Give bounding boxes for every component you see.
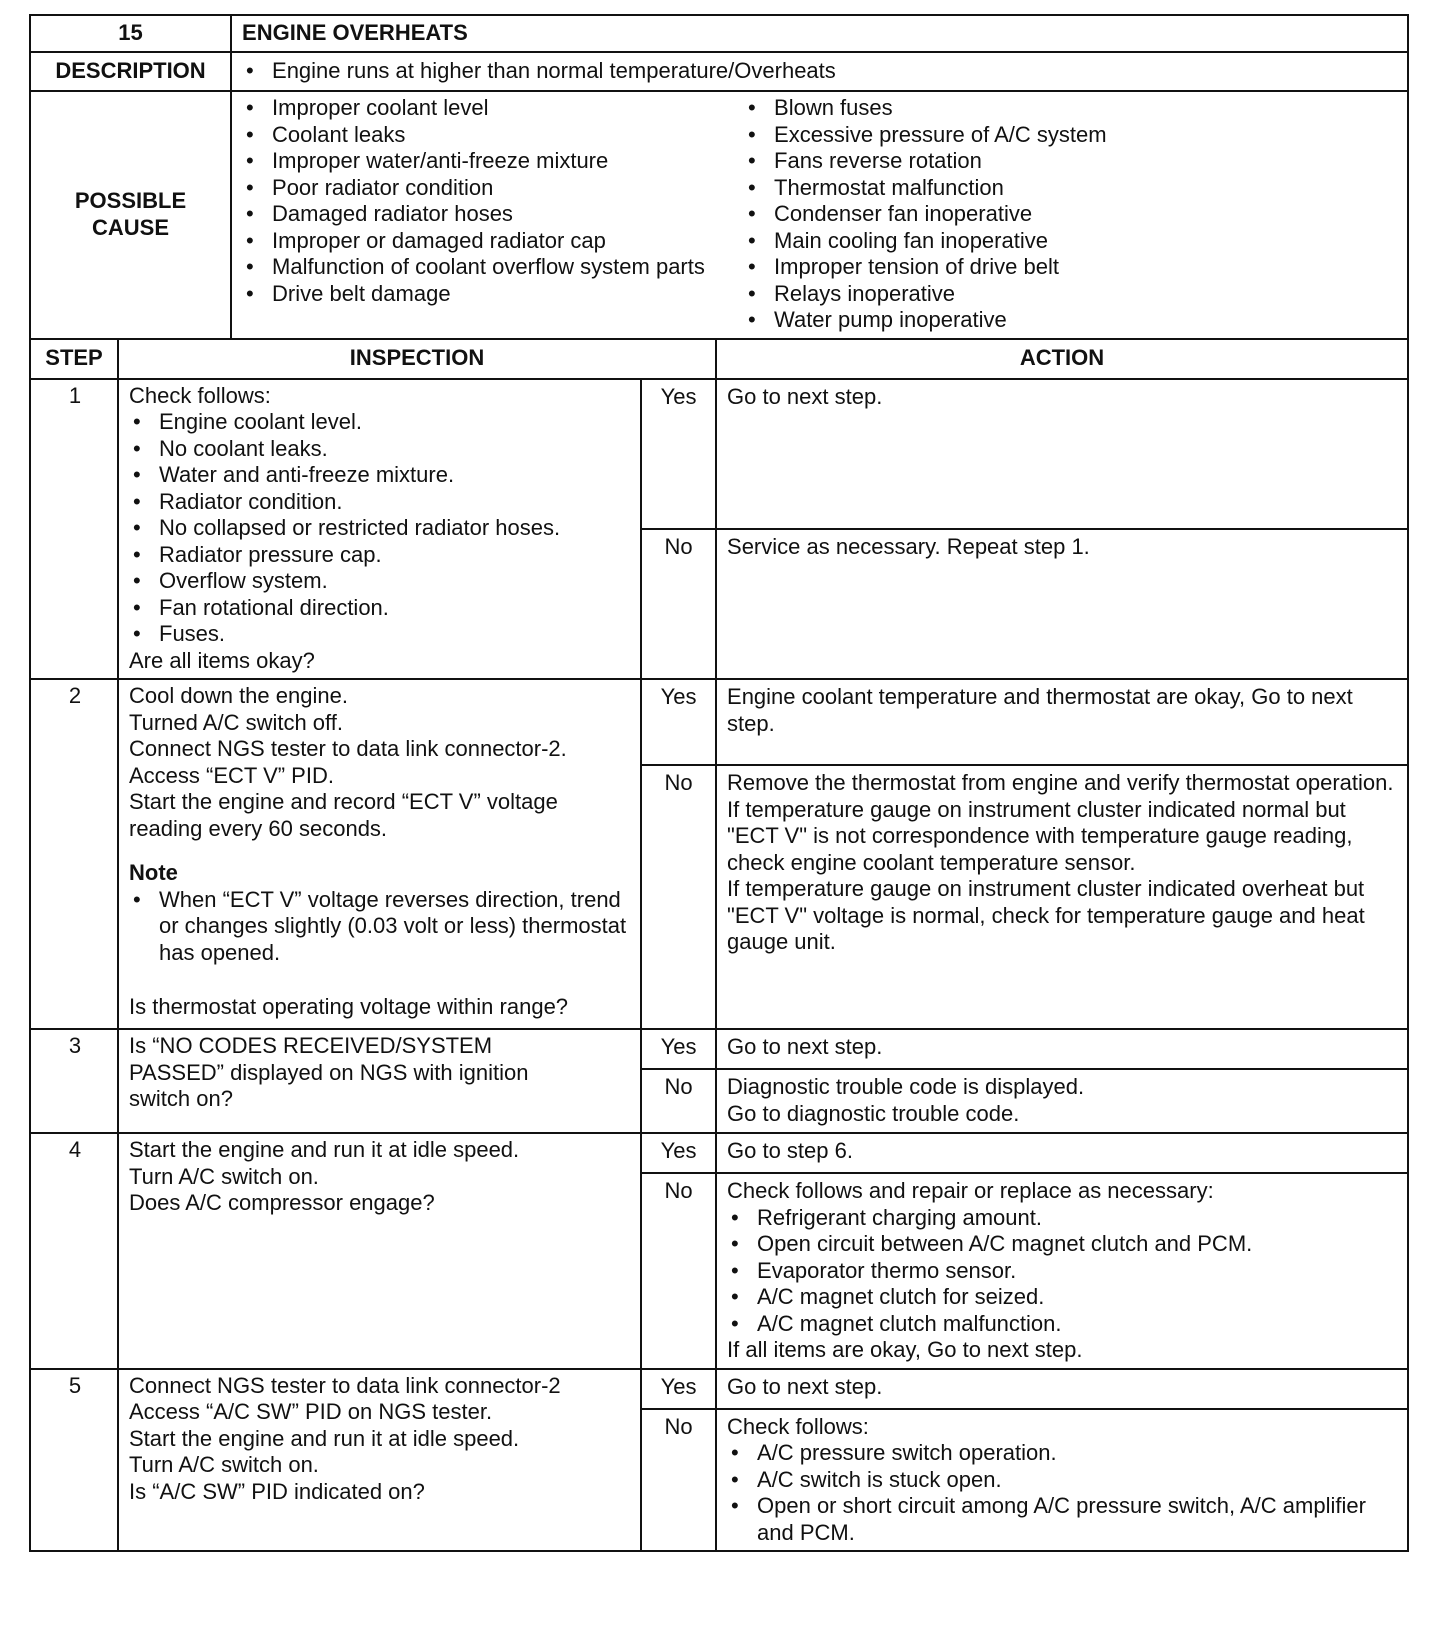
list-item: • Coolant leaks	[242, 122, 744, 149]
title-row	[30, 15, 1408, 52]
yes-action: Go to next step.	[716, 1369, 1408, 1409]
cause-list-right	[744, 95, 1399, 334]
troubleshooting-table	[29, 14, 1409, 1552]
yes-action: Go to step 6.	[716, 1133, 1408, 1173]
list-item: • Engine coolant level.	[129, 409, 632, 436]
list-item: • Radiator pressure cap.	[129, 542, 632, 569]
no-action: Service as necessary. Repeat step 1.	[716, 529, 1408, 679]
no-action: Check follows: • A/C pressure switch operation. • A/C switch is stuck open. • Open or short circuit among A/C pressure switch, A/C amplifier and PCM.	[716, 1409, 1408, 1552]
list-item: • Thermostat malfunction	[744, 175, 1399, 202]
yes-label: Yes	[641, 1029, 716, 1069]
list-item: • No coolant leaks.	[129, 436, 632, 463]
description-text: • Engine runs at higher than normal temperature/Overheats	[242, 58, 1399, 85]
yes-label: Yes	[641, 1369, 716, 1409]
inspection-cell: Connect NGS tester to data link connector-2 Access “A/C SW” PID on NGS tester. Start the engine and run it at idle speed. Turn A/C switch on. Is “A/C SW” PID indicated on?	[118, 1369, 641, 1552]
list-item: • Fuses.	[129, 621, 632, 648]
step-number: 4	[30, 1133, 118, 1369]
step-number: 1	[30, 379, 118, 680]
cause-list-left	[242, 95, 744, 334]
list-item: • A/C magnet clutch for seized.	[727, 1284, 1399, 1311]
yes-label: Yes	[641, 679, 716, 765]
step-header: STEP	[30, 339, 118, 379]
list-item: • Water pump inoperative	[744, 307, 1399, 334]
no-label: No	[641, 1069, 716, 1133]
note-title: Note	[129, 860, 178, 885]
table-row	[30, 379, 1408, 529]
no-label: No	[641, 1173, 716, 1369]
list-item: • Radiator condition.	[129, 489, 632, 516]
list-item: • Fan rotational direction.	[129, 595, 632, 622]
list-item: • Improper water/anti-freeze mixture	[242, 148, 744, 175]
list-item: • Water and anti-freeze mixture.	[129, 462, 632, 489]
action-header: ACTION	[716, 339, 1408, 379]
yes-action: Go to next step.	[716, 1029, 1408, 1069]
list-item: • Refrigerant charging amount.	[727, 1205, 1399, 1232]
inspection-cell: Cool down the engine. Turned A/C switch off. Connect NGS tester to data link connector-2. Access “ECT V” PID. Start the engine and record “ECT V” voltage reading every 60 seconds. Note • When “ECT V” voltage reverses direction, trend or changes slightly (0.03 volt or less) thermostat has opened. Is thermostat operating voltage within range?	[118, 679, 641, 1029]
inspection-cell: Start the engine and run it at idle speed. Turn A/C switch on. Does A/C compressor engage?	[118, 1133, 641, 1369]
possible-cause-label: POSSIBLE CAUSE	[30, 91, 231, 339]
list-item: • Relays inoperative	[744, 281, 1399, 308]
inspection-cell: Check follows: • Engine coolant level. • No coolant leaks. • Water and anti-freeze mixture. • Radiator condition. • No collapsed or restricted radiator hoses. • Radiator pressure cap. • Overflow system. • Fan rotational direction. • Fuses. Are all items okay?	[118, 379, 641, 680]
no-label: No	[641, 529, 716, 679]
procedure-number: 15	[30, 15, 231, 52]
list-item: • Main cooling fan inoperative	[744, 228, 1399, 255]
list-item: • Evaporator thermo sensor.	[727, 1258, 1399, 1285]
procedure-title: ENGINE OVERHEATS	[231, 15, 1408, 52]
list-item: • Open or short circuit among A/C pressure switch, A/C amplifier and PCM.	[727, 1493, 1399, 1546]
yes-label: Yes	[641, 1133, 716, 1173]
table-row	[30, 1029, 1408, 1069]
no-label: No	[641, 765, 716, 1029]
yes-action: Engine coolant temperature and thermostat are okay, Go to next step.	[716, 679, 1408, 765]
list-item: • Overflow system.	[129, 568, 632, 595]
list-item: • Damaged radiator hoses	[242, 201, 744, 228]
list-item: • No collapsed or restricted radiator hoses.	[129, 515, 632, 542]
no-action: Check follows and repair or replace as necessary: • Refrigerant charging amount. • Open circuit between A/C magnet clutch and PCM. • Evaporator thermo sensor. • A/C magnet clutch for seized. • A/C magnet clutch malfunction. If all items are okay, Go to next step.	[716, 1173, 1408, 1369]
table-row	[30, 679, 1408, 765]
list-item: • Poor radiator condition	[242, 175, 744, 202]
step-number: 5	[30, 1369, 118, 1552]
list-item: • Condenser fan inoperative	[744, 201, 1399, 228]
list-item: • Improper tension of drive belt	[744, 254, 1399, 281]
column-header-row	[30, 339, 1408, 379]
inspection-header: INSPECTION	[118, 339, 716, 379]
table-row	[30, 1369, 1408, 1409]
list-item: • Improper or damaged radiator cap	[242, 228, 744, 255]
inspection-cell: Is “NO CODES RECEIVED/SYSTEM PASSED” displayed on NGS with ignition switch on?	[118, 1029, 641, 1133]
possible-cause-row	[30, 91, 1408, 339]
no-action: Remove the thermostat from engine and verify thermostat operation. If temperature gauge on instrument cluster indicated normal but "ECT V" is not correspondence with temperature gauge reading, check engine coolant temperature sensor. If temperature gauge on instrument cluster indicated overheat but "ECT V" voltage is normal, check for temperature gauge and heat gauge unit.	[716, 765, 1408, 1029]
description-row	[30, 52, 1408, 91]
list-item: • Fans reverse rotation	[744, 148, 1399, 175]
description-label: DESCRIPTION	[30, 52, 231, 91]
step-number: 2	[30, 679, 118, 1029]
list-item: • A/C switch is stuck open.	[727, 1467, 1399, 1494]
list-item: • A/C pressure switch operation.	[727, 1440, 1399, 1467]
no-action: Diagnostic trouble code is displayed. Go to diagnostic trouble code.	[716, 1069, 1408, 1133]
yes-label: Yes	[641, 379, 716, 529]
table-row	[30, 1133, 1408, 1173]
list-item: • Blown fuses	[744, 95, 1399, 122]
yes-action: Go to next step.	[716, 379, 1408, 529]
list-item: • Excessive pressure of A/C system	[744, 122, 1399, 149]
list-item: • Open circuit between A/C magnet clutch and PCM.	[727, 1231, 1399, 1258]
list-item: • Malfunction of coolant overflow system parts	[242, 254, 712, 281]
list-item: • Improper coolant level	[242, 95, 744, 122]
list-item: • A/C magnet clutch malfunction.	[727, 1311, 1399, 1338]
list-item: • Drive belt damage	[242, 281, 744, 308]
note-text: • When “ECT V” voltage reverses direction, trend or changes slightly (0.03 volt or less) thermostat has opened.	[129, 887, 639, 967]
no-label: No	[641, 1409, 716, 1552]
step-number: 3	[30, 1029, 118, 1133]
